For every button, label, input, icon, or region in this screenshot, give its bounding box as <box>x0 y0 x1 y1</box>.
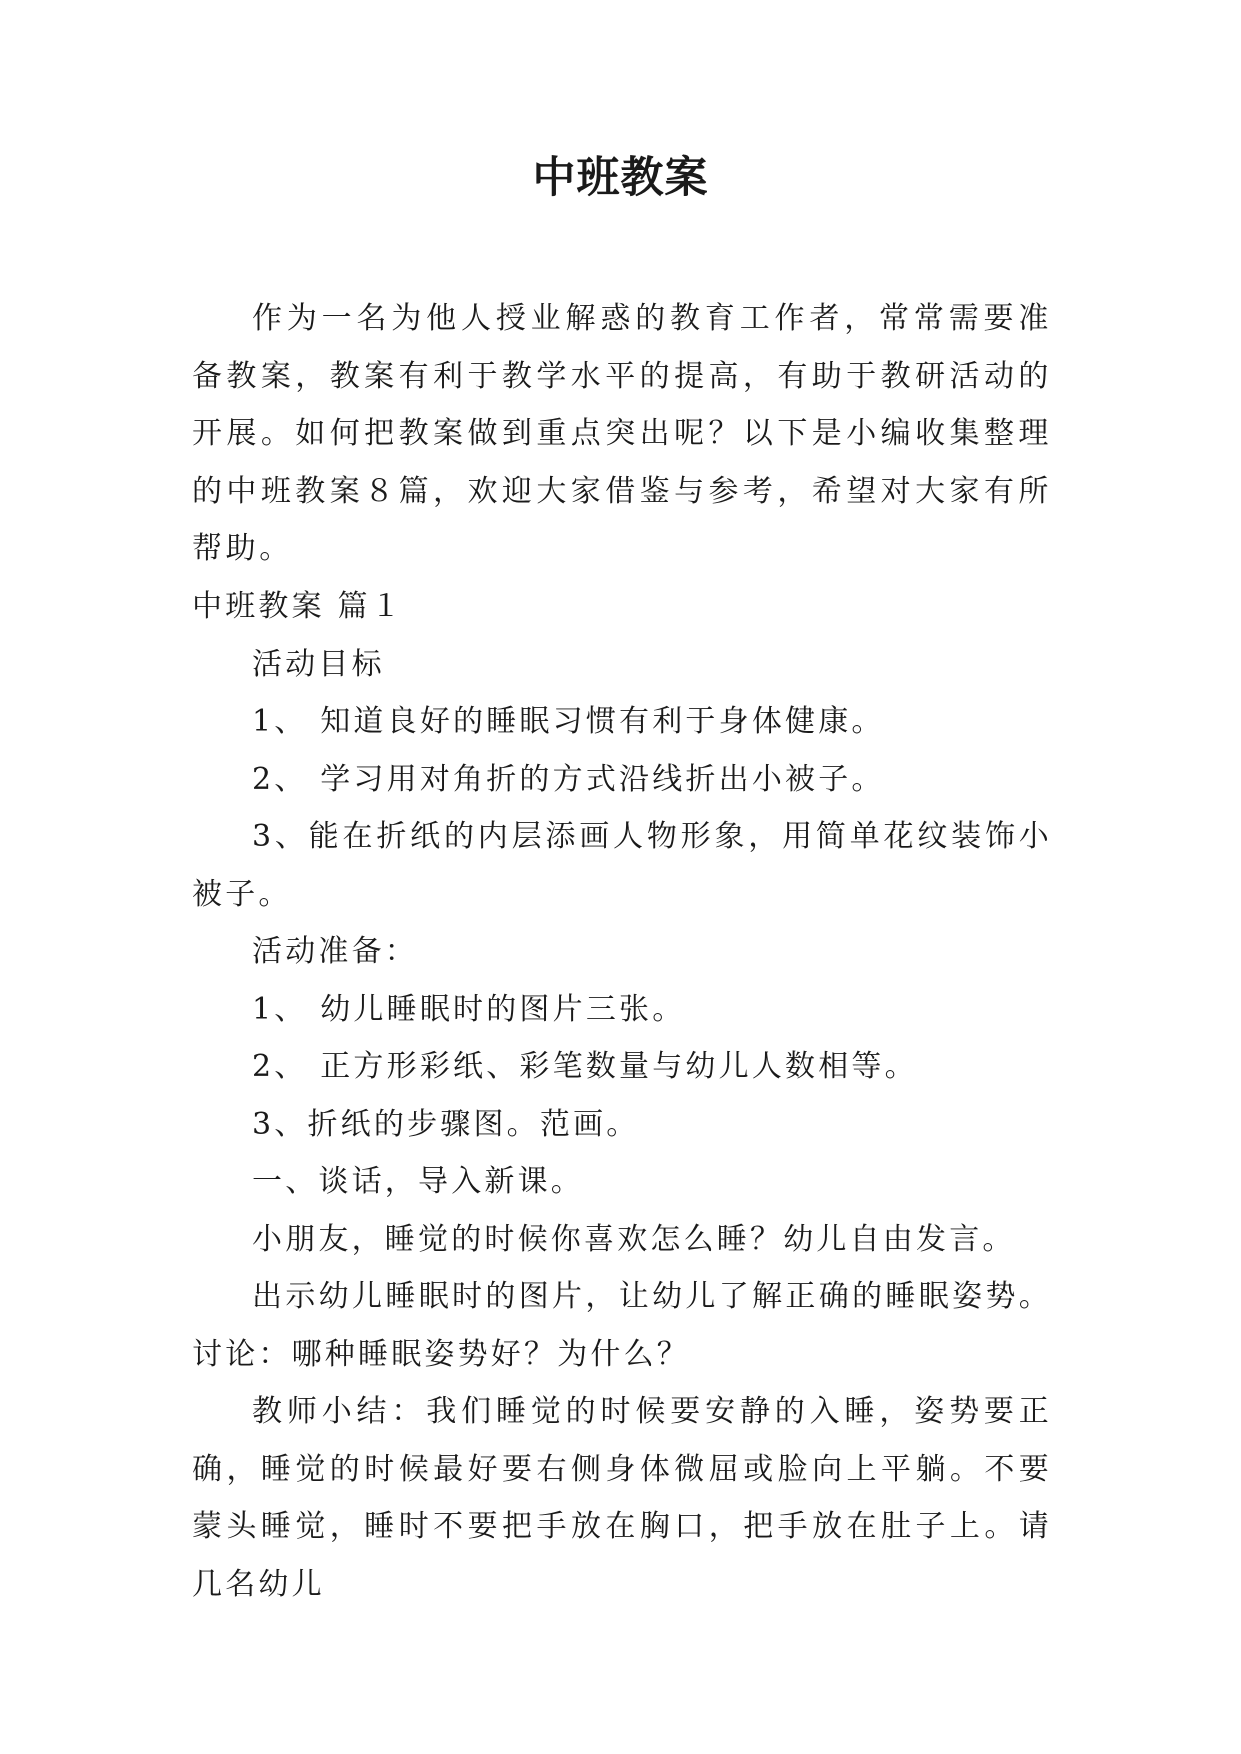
paragraph-activity-goals: 活动目标 <box>252 646 385 682</box>
lesson-section <box>192 578 1052 1613</box>
paragraph-goal-1: 1、 知道良好的睡眠习惯有利于身体健康。 <box>252 704 885 739</box>
intro-section <box>192 290 1052 578</box>
paragraph-activity-prep: 活动准备： <box>252 934 418 969</box>
paragraph-show-pictures: 出示幼儿睡眠时的图片，让幼儿了解正确的睡眠姿势。讨论：哪种睡眠姿势好？为什么？ <box>192 1279 1052 1372</box>
paragraph-prep-2: 2、 正方形彩纸、彩笔数量与幼儿人数相等。 <box>252 1049 918 1084</box>
paragraph-goal-2: 2、 学习用对角折的方式沿线折出小被子。 <box>252 761 885 797</box>
paragraph-prep-3: 3、折纸的步骤图。范画。 <box>252 1106 640 1142</box>
paragraph-teacher-summary: 教师小结：我们睡觉的时候要安静的入睡，姿势要正确，睡觉的时候最好要右侧身体微屈或脸向上平躺。不要蒙头睡觉，睡时不要把手放在胸口，把手放在肚子上。请几名幼儿 <box>192 1394 1052 1602</box>
paragraph-goal-3: 3、能在折纸的内层添画人物形象，用简单花纹装饰小被子。 <box>192 819 1052 912</box>
paragraph-prep-1: 1、 幼儿睡眠时的图片三张。 <box>252 991 686 1027</box>
paragraph-question: 小朋友，睡觉的时候你喜欢怎么睡？幼儿自由发言。 <box>252 1221 1016 1257</box>
intro-paragraph: 作为一名为他人授业解惑的教育工作者，常常需要准备教案，教案有利于教学水平的提高，有助于教研活动的开展。如何把教案做到重点突出呢？以下是小编收集整理的中班教案８篇，欢迎大家借鉴与参考，希望对大家有所帮助。 <box>192 301 1052 566</box>
paragraph-step-1: 一、谈话，导入新课。 <box>252 1164 584 1199</box>
document-title: 中班教案 <box>532 153 709 203</box>
section-heading: 中班教案 篇１ <box>192 589 404 624</box>
